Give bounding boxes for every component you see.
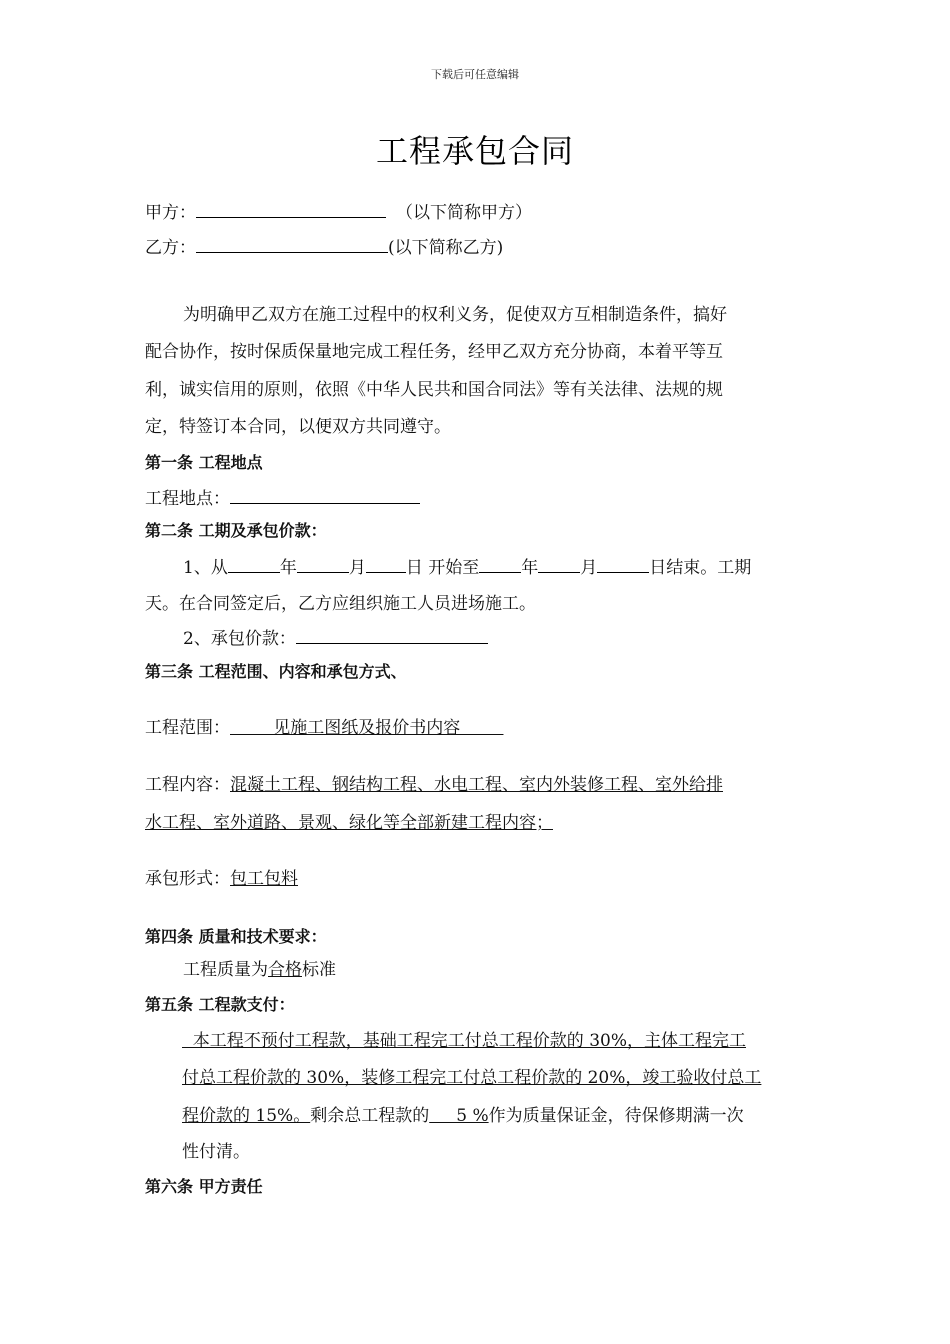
party-a-suffix: （以下简称甲方） xyxy=(396,203,532,223)
preamble-line-4: 定，特签订本合同，以便双方共同遵守。 xyxy=(145,417,451,437)
schedule-from: 1、从 xyxy=(183,558,228,578)
start-month-blank xyxy=(297,554,349,573)
content-value-1: 混凝土工程、钢结构工程、水电工程、室内外装修工程、室外给排 xyxy=(230,775,723,795)
content-line-2: 水工程、室外道路、景观、绿化等全部新建工程内容； xyxy=(145,813,553,833)
start-day-blank xyxy=(366,554,406,573)
preamble-line-2: 配合协作，按时保质保量地完成工程任务，经甲乙双方充分协商，本着平等互 xyxy=(145,342,723,362)
payment-line-3 xyxy=(182,1104,744,1128)
end-year-blank xyxy=(479,554,521,573)
party-b-suffix: (以下简称乙方) xyxy=(388,238,504,258)
contract-form-label: 承包形式： xyxy=(145,869,230,889)
contract-price-label: 2、承包价款： xyxy=(183,629,296,649)
schedule-year-2: 年 xyxy=(521,558,539,578)
schedule-year-1: 年 xyxy=(279,558,297,578)
article-1-heading: 第一条 工程地点 xyxy=(145,453,263,472)
party-a-blank xyxy=(196,199,386,218)
project-location-blank xyxy=(230,485,420,504)
payment-line-4: 性付清。 xyxy=(182,1142,250,1162)
article-4-heading: 第四条 质量和技术要求： xyxy=(145,927,327,946)
header-note: 下载后可任意编辑 xyxy=(431,68,519,81)
schedule-line-2: 天。在合同签定后，乙方应组织施工人员进场施工。 xyxy=(145,594,536,614)
schedule-end: 日结束。工期 xyxy=(649,558,752,578)
schedule-line xyxy=(183,554,751,580)
payment-line-3b: 剩余总工程款的 xyxy=(310,1106,430,1126)
article-6-heading: 第六条 甲方责任 xyxy=(145,1177,263,1196)
contract-form-line xyxy=(145,867,298,891)
schedule-month-2: 月 xyxy=(580,558,598,578)
quality-text-c: 标准 xyxy=(302,960,336,980)
retention-percent: 5 % xyxy=(429,1106,489,1126)
payment-line-3a: 程价款的 15%。 xyxy=(182,1106,311,1126)
quality-text-a: 工程质量为 xyxy=(183,960,268,980)
scope-line xyxy=(145,716,503,740)
scope-label: 工程范围： xyxy=(145,718,230,738)
preamble-line-1: 为明确甲乙双方在施工过程中的权利义务，促使双方互相制造条件，搞好 xyxy=(183,305,727,325)
schedule-day-start: 日 开始至 xyxy=(405,558,480,578)
quality-standard: 合格 xyxy=(268,960,302,980)
payment-line-2: 付总工程价款的 30%，装修工程完工付总工程价款的 20%，竣工验收付总工 xyxy=(182,1068,762,1088)
payment-line-3d: 作为质量保证金，待保修期满一次 xyxy=(488,1106,744,1126)
project-location-line xyxy=(145,485,420,511)
contract-form-value: 包工包料 xyxy=(230,869,298,889)
quality-line xyxy=(183,958,336,982)
article-2-heading: 第二条 工期及承包价款： xyxy=(145,521,327,540)
preamble-line-3: 利，诚实信用的原则，依照《中华人民共和国合同法》等有关法律、法规的规 xyxy=(145,380,723,400)
project-location-label: 工程地点： xyxy=(145,489,230,509)
contract-price-line xyxy=(183,625,488,651)
start-year-blank xyxy=(228,554,280,573)
party-a-label: 甲方： xyxy=(145,203,196,223)
party-a-line xyxy=(145,199,532,225)
content-line-1 xyxy=(145,773,723,797)
content-label: 工程内容： xyxy=(145,775,230,795)
end-month-blank xyxy=(538,554,580,573)
article-5-heading: 第五条 工程款支付： xyxy=(145,995,295,1014)
end-day-blank xyxy=(597,554,649,573)
schedule-month-1: 月 xyxy=(348,558,366,578)
party-b-label: 乙方： xyxy=(145,238,196,258)
scope-value: 见施工图纸及报价书内容 xyxy=(230,718,504,738)
payment-line-1: 本工程不预付工程款，基础工程完工付总工程价款的 30%，主体工程完工 xyxy=(182,1031,746,1051)
contract-price-blank xyxy=(296,625,488,644)
party-b-blank xyxy=(196,234,388,253)
party-b-line xyxy=(145,234,503,260)
article-3-heading: 第三条 工程范围、内容和承包方式、 xyxy=(145,662,407,681)
document-title: 工程承包合同 xyxy=(375,132,574,170)
